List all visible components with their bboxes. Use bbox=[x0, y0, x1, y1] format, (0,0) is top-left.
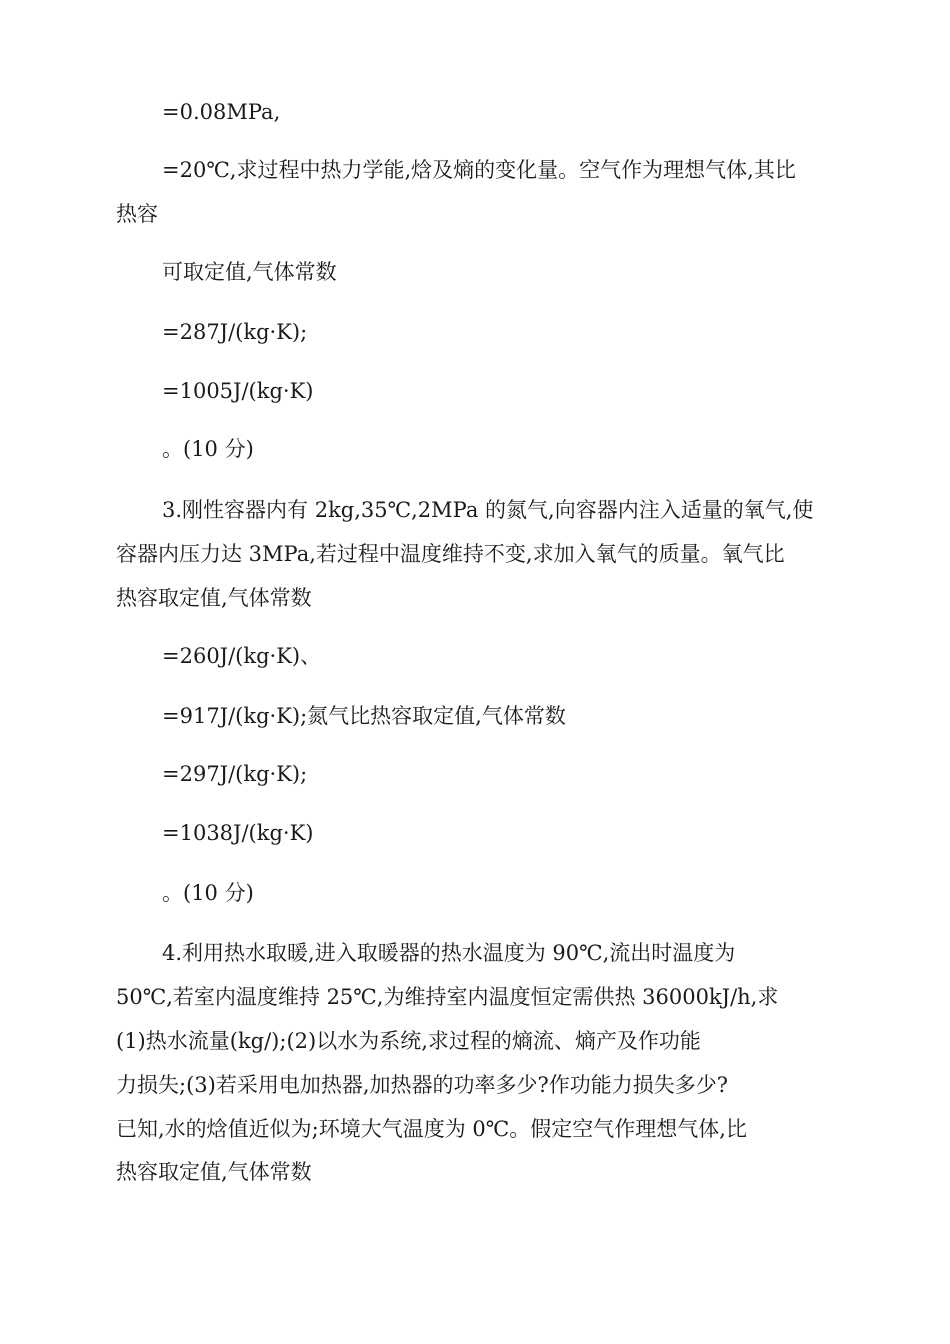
text-line: 热容 bbox=[116, 202, 158, 226]
text-line: 4.利用热水取暖,进入取暖器的热水温度为 90℃,流出时温度为 bbox=[162, 941, 736, 965]
text-line: =287J/(kg·K); bbox=[162, 320, 308, 344]
text-line: =1038J/(kg·K) bbox=[162, 821, 314, 845]
text-line: =0.08MPa, bbox=[162, 100, 281, 124]
text-line: 力损失;(3)若采用电加热器,加热器的功率多少?作功能力损失多少? bbox=[116, 1073, 729, 1097]
text-line: 已知,水的焓值近似为;环境大气温度为 0℃。假定空气作理想气体,比 bbox=[116, 1117, 747, 1141]
text-line: 容器内压力达 3MPa,若过程中温度维持不变,求加入氧气的质量。氧气比 bbox=[116, 542, 785, 566]
text-line: =20℃,求过程中热力学能,焓及熵的变化量。空气作为理想气体,其比 bbox=[162, 158, 796, 182]
text-line: =260J/(kg·K)、 bbox=[162, 644, 322, 668]
text-line: 。(10 分) bbox=[162, 437, 254, 461]
text-line: 可取定值,气体常数 bbox=[162, 260, 337, 284]
text-line: =297J/(kg·K); bbox=[162, 762, 308, 786]
text-line: =917J/(kg·K);氮气比热容取定值,气体常数 bbox=[162, 704, 566, 728]
text-line: 热容取定值,气体常数 bbox=[116, 1160, 312, 1184]
text-line: 热容取定值,气体常数 bbox=[116, 586, 312, 610]
text-line: 。(10 分) bbox=[162, 881, 254, 905]
text-line: 50℃,若室内温度维持 25℃,为维持室内温度恒定需供热 36000kJ/h,求 bbox=[116, 985, 779, 1009]
text-line: 3.刚性容器内有 2kg,35℃,2MPa 的氮气,向容器内注入适量的氧气,使 bbox=[162, 498, 814, 522]
text-line: =1005J/(kg·K) bbox=[162, 379, 314, 403]
text-line: (1)热水流量(kg/);(2)以水为系统,求过程的熵流、熵产及作功能 bbox=[116, 1029, 701, 1053]
